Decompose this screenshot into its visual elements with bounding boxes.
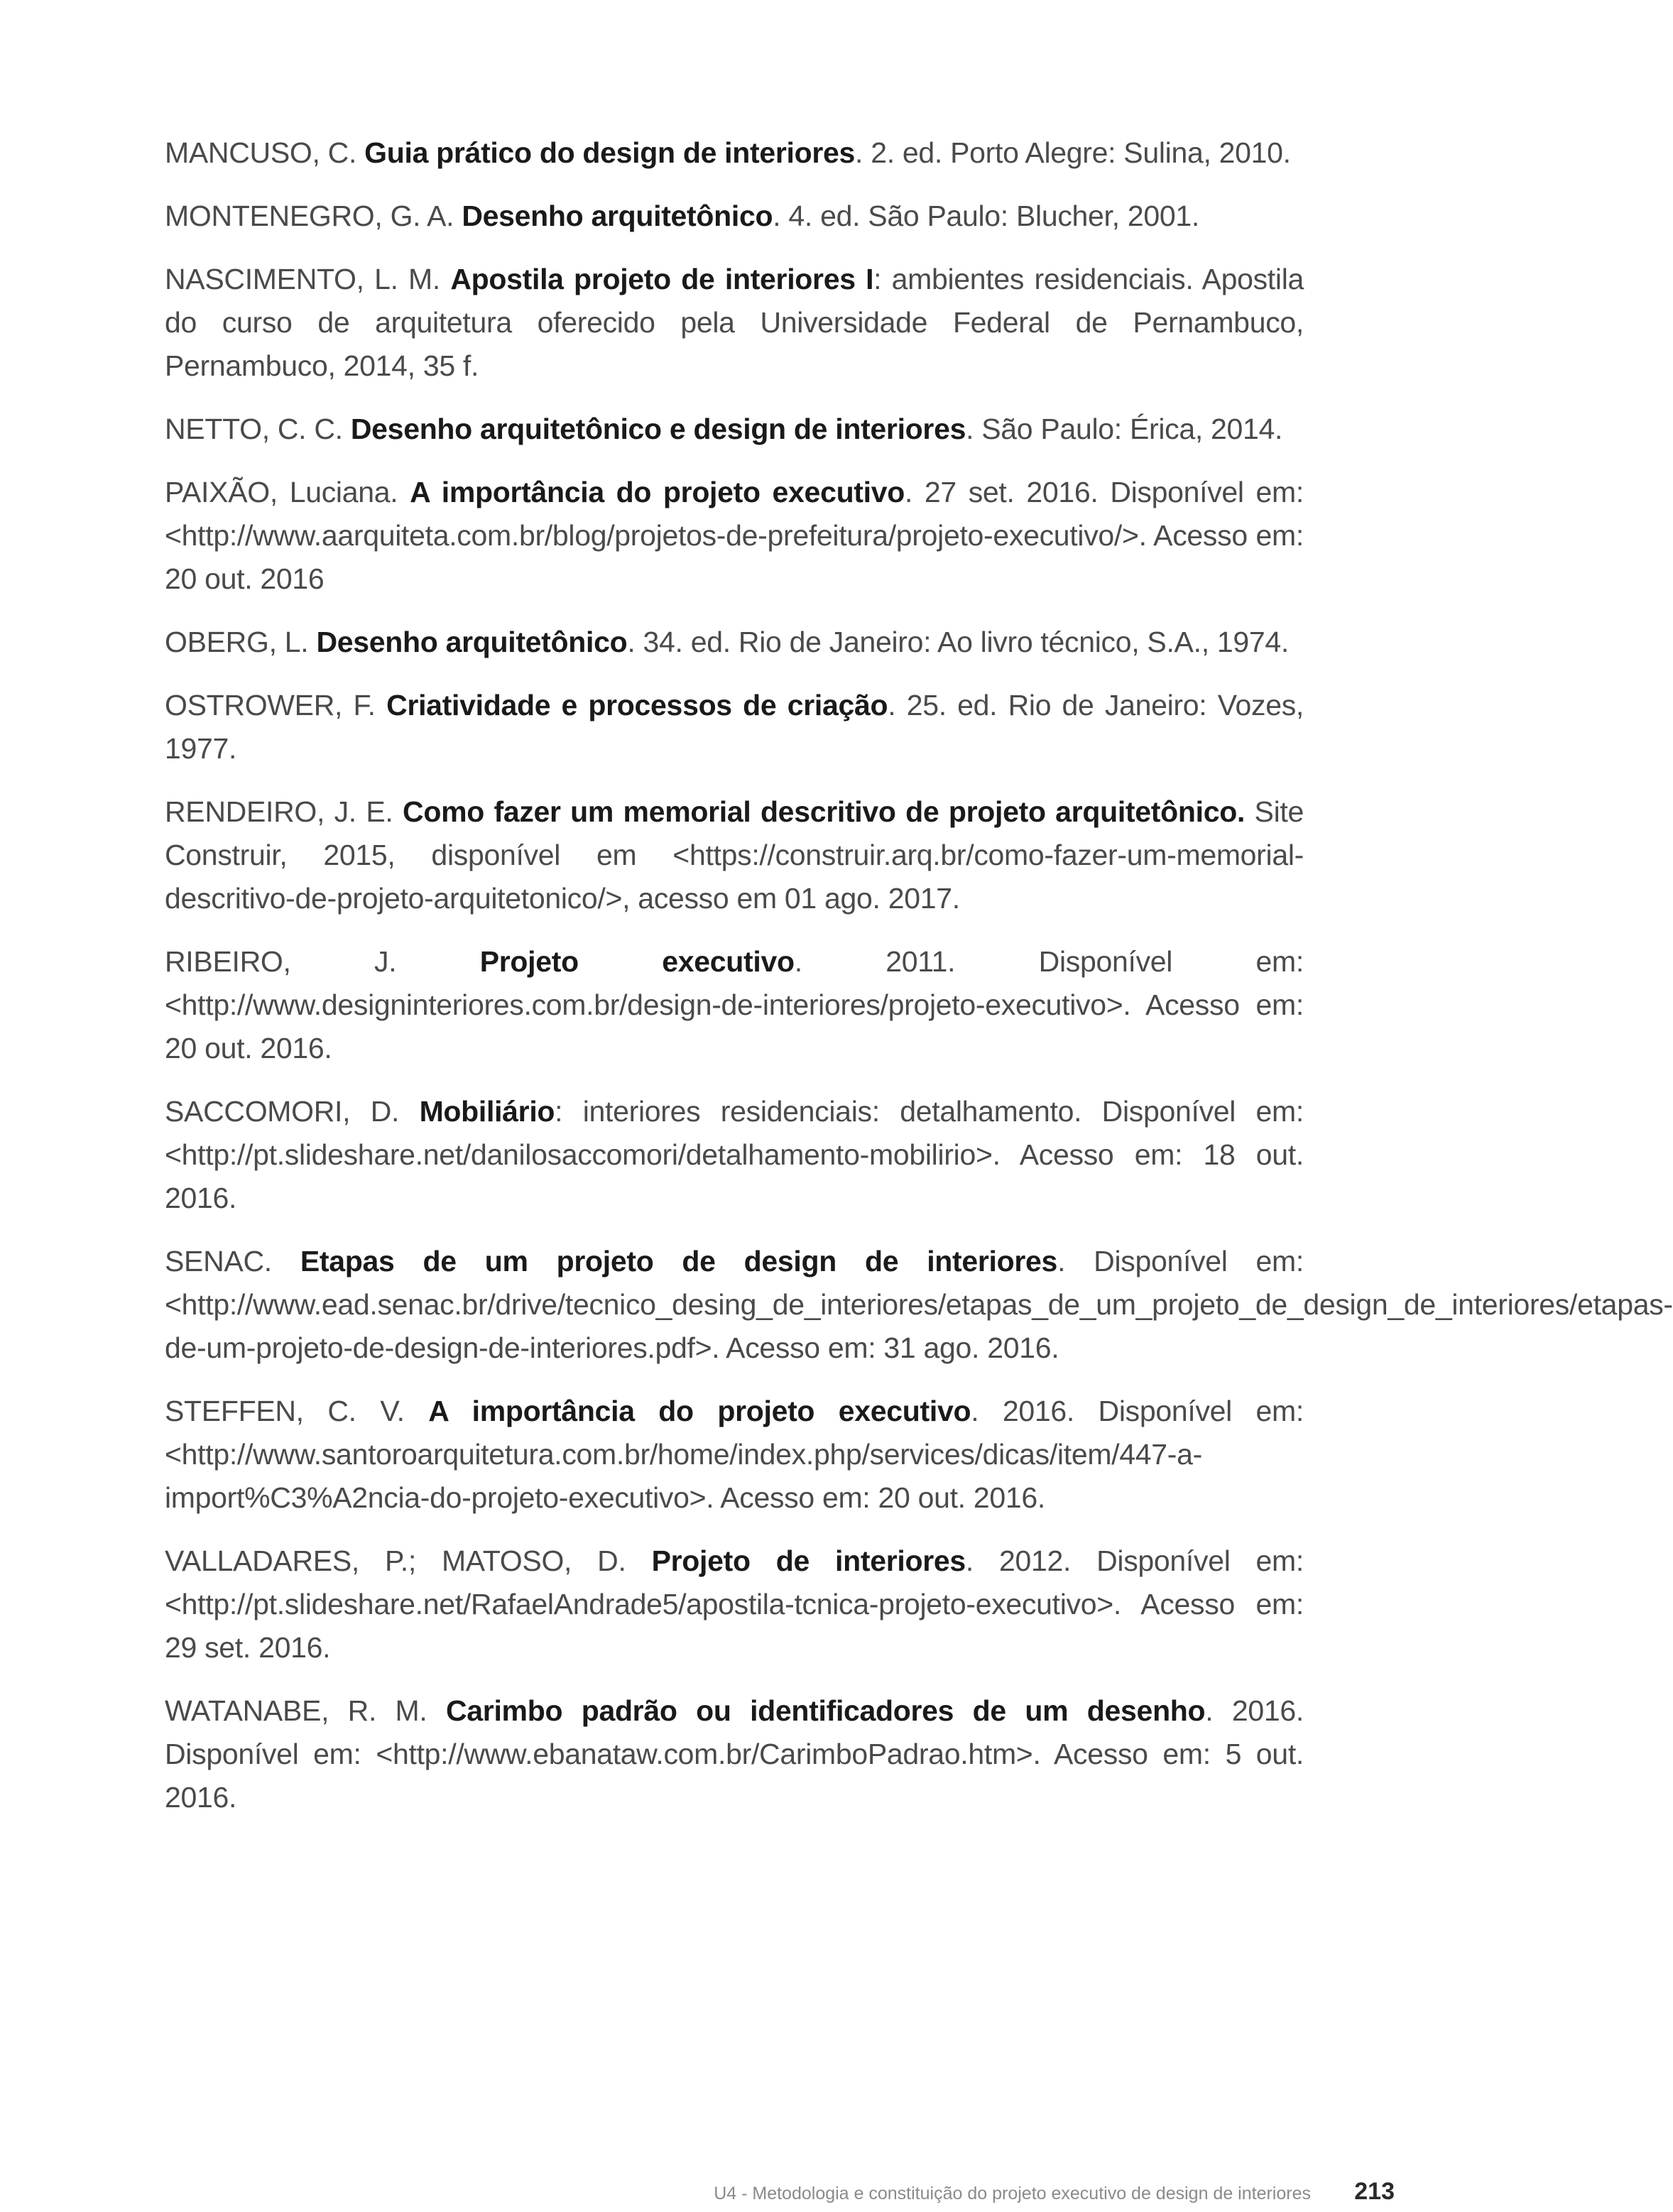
- reference-entry: [165, 131, 1304, 175]
- reference-entry: [165, 408, 1304, 451]
- reference-title: A importância do projeto executivo: [428, 1395, 971, 1427]
- reference-author: MONTENEGRO, G. A.: [165, 200, 462, 232]
- reference-title: Projeto executivo: [479, 945, 795, 978]
- reference-details: : interiores residenciais: detalhamento. Disponível em: <http://pt.slideshare.net/danilosaccomori/detalhamento-mobilirio>. Acesso em: 18 out. 2016.: [165, 1095, 1304, 1214]
- reference-details: . 4. ed. São Paulo: Blucher, 2001.: [773, 200, 1199, 232]
- reference-author: RENDEIRO, J. E.: [165, 795, 403, 828]
- reference-entry: [165, 195, 1304, 238]
- reference-details: . 2012. Disponível em: <http://pt.slideshare.net/RafaelAndrade5/apostila-tcnica-projeto-executivo>. Acesso em: 29 set. 2016.: [165, 1544, 1304, 1664]
- reference-author: SACCOMORI, D.: [165, 1095, 420, 1128]
- reference-author: OBERG, L.: [165, 626, 317, 658]
- page-number: 213: [1354, 2178, 1395, 2205]
- reference-details: Site Construir, 2015, disponível em <https://construir.arq.br/como-fazer-um-memorial-descritivo-de-projeto-arquitetonico/>, acesso em 01 ago. 2017.: [165, 795, 1304, 915]
- reference-title: Desenho arquitetônico: [316, 626, 628, 658]
- reference-entry: [165, 790, 1304, 920]
- reference-details: . 27 set. 2016. Disponível em: <http://www.aarquiteta.com.br/blog/projetos-de-prefeitura/projeto-executivo/>. Acesso em: 20 out. 2016: [165, 476, 1304, 595]
- reference-entry: [165, 1390, 1304, 1520]
- reference-title: Apostila projeto de interiores I: [450, 263, 874, 295]
- reference-title: Carimbo padrão ou identificadores de um desenho: [446, 1694, 1206, 1727]
- reference-details: . 2016. Disponível em: <http://www.santoroarquitetura.com.br/home/index.php/services/dicas/item/447-a-import%C3%A2ncia-do-projeto-executivo>. Acesso em: 20 out. 2016.: [165, 1395, 1304, 1514]
- reference-author: OSTROWER, F.: [165, 689, 387, 721]
- reference-author: PAIXÃO, Luciana.: [165, 476, 410, 508]
- reference-details: : ambientes residenciais. Apostila do curso de arquitetura oferecido pela Universidade Federal de Pernambuco, Pernambuco, 2014, 35 f.: [165, 263, 1304, 382]
- reference-author: VALLADARES, P.; MATOSO, D.: [165, 1544, 652, 1577]
- reference-entry: [165, 1240, 1673, 1370]
- reference-entry: [165, 1689, 1304, 1819]
- reference-entry: [165, 1090, 1304, 1220]
- reference-details: . 34. ed. Rio de Janeiro: Ao livro técnico, S.A., 1974.: [627, 626, 1289, 658]
- reference-details: . Disponível em: <http://www.ead.senac.br/drive/tecnico_desing_de_interiores/etapas_de_um_projeto_de_design_de_interiores/etapas-de-um-projeto-de-design-de-interiores.pdf>. Acesso em: 31 ago. 2016.: [165, 1245, 1673, 1364]
- reference-author: NASCIMENTO, L. M.: [165, 263, 451, 295]
- reference-entry: [165, 621, 1304, 664]
- reference-details: . 2011. Disponível em: <http://www.designinteriores.com.br/design-de-interiores/projeto-executivo>. Acesso em: 20 out. 2016.: [165, 945, 1304, 1064]
- reference-author: NETTO, C. C.: [165, 413, 351, 445]
- reference-title: Guia prático do design de interiores: [364, 136, 856, 169]
- reference-title: Como fazer um memorial descritivo de projeto arquitetônico.: [403, 795, 1246, 828]
- reference-list: [165, 131, 1673, 1839]
- reference-author: SENAC.: [165, 1245, 300, 1277]
- reference-details: . 25. ed. Rio de Janeiro: Vozes, 1977.: [165, 689, 1304, 765]
- reference-author: STEFFEN, C. V.: [165, 1395, 429, 1427]
- reference-title: Desenho arquitetônico: [462, 200, 773, 232]
- reference-details: . 2016. Disponível em: <http://www.ebanataw.com.br/CarimboPadrao.htm>. Acesso em: 5 out. 2016.: [165, 1694, 1304, 1814]
- reference-entry: [165, 940, 1304, 1070]
- reference-entry: [165, 1540, 1304, 1669]
- reference-author: WATANABE, R. M.: [165, 1694, 446, 1727]
- reference-title: Projeto de interiores: [651, 1544, 966, 1577]
- reference-entry: [165, 258, 1304, 388]
- reference-author: RIBEIRO, J.: [165, 945, 480, 978]
- reference-title: Mobiliário: [419, 1095, 555, 1128]
- reference-title: Etapas de um projeto de design de interiores: [300, 1245, 1058, 1277]
- reference-title: Criatividade e processos de criação: [386, 689, 888, 721]
- reference-author: MANCUSO, C.: [165, 136, 365, 169]
- reference-title: Desenho arquitetônico e design de interiores: [350, 413, 966, 445]
- reference-entry: [165, 471, 1304, 601]
- reference-title: A importância do projeto executivo: [410, 476, 905, 508]
- footer-chapter-title: U4 - Metodologia e constituição do projeto executivo de design de interiores: [714, 2184, 1311, 2203]
- reference-details: . São Paulo: Érica, 2014.: [966, 413, 1283, 445]
- reference-entry: [165, 684, 1304, 770]
- page-footer: [0, 2178, 1454, 2212]
- reference-details: . 2. ed. Porto Alegre: Sulina, 2010.: [855, 136, 1291, 169]
